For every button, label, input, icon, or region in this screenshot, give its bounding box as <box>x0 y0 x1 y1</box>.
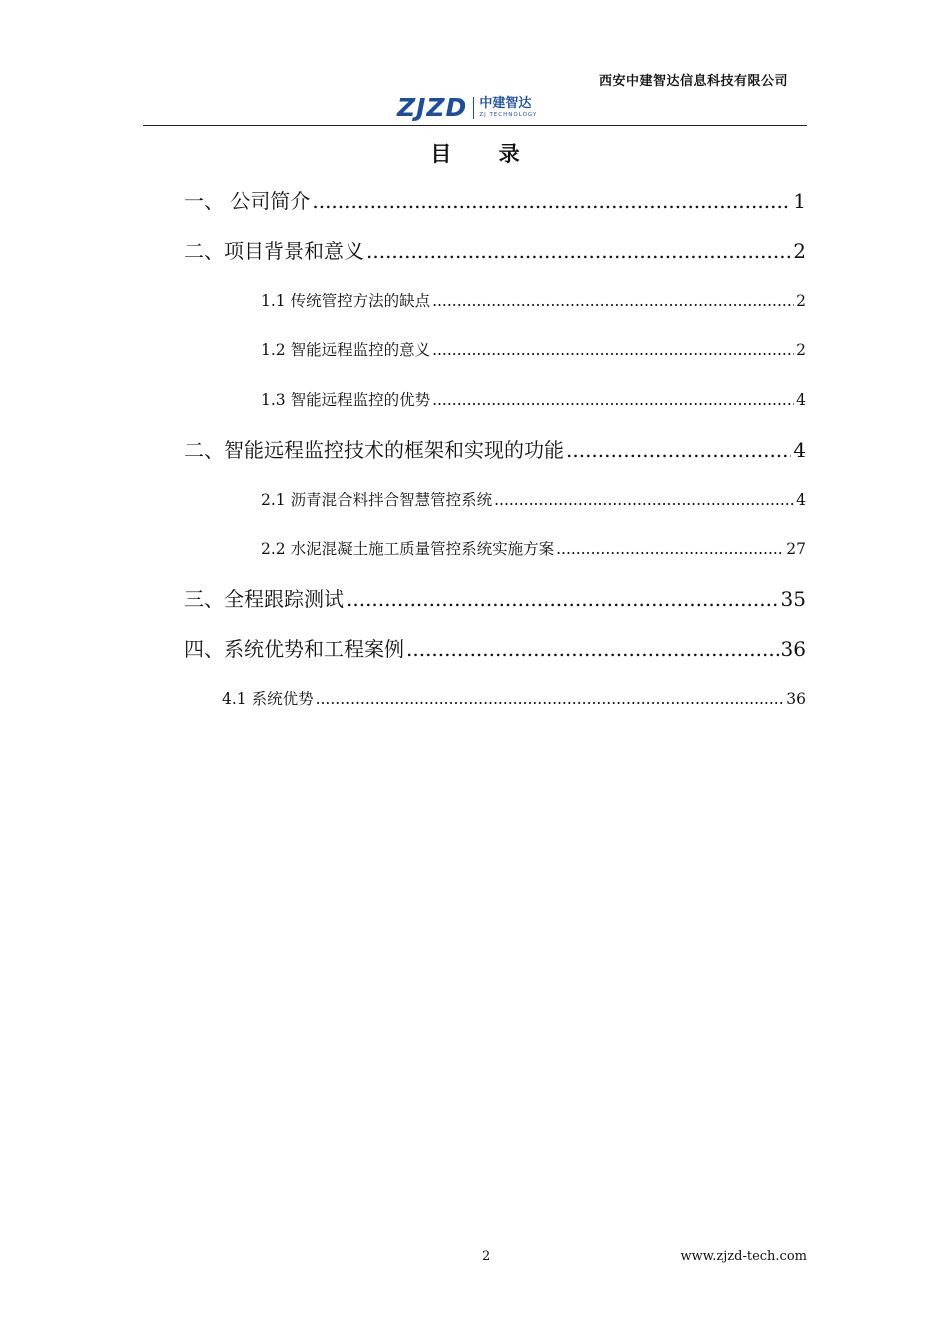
toc-entry[interactable] <box>184 585 806 613</box>
logo-chinese-name: 中建智达 <box>479 96 532 111</box>
toc-entry[interactable] <box>184 237 806 265</box>
toc-entry[interactable] <box>261 538 806 560</box>
toc-leader-dots <box>366 237 791 265</box>
logo-mark: ZJZD <box>397 93 468 122</box>
toc-entry[interactable] <box>184 635 806 663</box>
toc-leader-dots <box>316 688 785 710</box>
toc-entry-page: 35 <box>780 587 806 611</box>
toc-entry-page: 4 <box>796 391 806 409</box>
toc-entry[interactable] <box>184 436 806 464</box>
toc-entry-page: 4 <box>796 491 806 509</box>
toc-leader-dots <box>494 489 794 511</box>
logo-divider <box>473 97 474 119</box>
toc-leader-dots <box>432 389 794 411</box>
toc-entry-page: 27 <box>786 540 806 558</box>
toc-entry-page: 36 <box>786 690 806 708</box>
toc-leader-dots <box>346 585 779 613</box>
toc-leader-dots <box>432 339 794 361</box>
logo-english-name: ZJ TECHNOLOGY <box>479 112 538 118</box>
company-logo <box>397 94 537 122</box>
toc-leader-dots <box>312 187 791 215</box>
toc-entry-page: 1 <box>793 189 806 213</box>
toc-leader-dots <box>432 290 794 312</box>
toc-entry-label: 一、 公司简介 <box>184 189 311 213</box>
toc-entry-label: 4.1 系统优势 <box>222 690 314 708</box>
toc-entry-label: 四、系统优势和工程案例 <box>184 637 404 661</box>
toc-leader-dots <box>556 538 784 560</box>
logo-text <box>479 97 537 119</box>
toc-entry[interactable] <box>222 688 806 710</box>
toc-entry-page: 2 <box>796 341 806 359</box>
toc-entry-label: 1.2 智能远程监控的意义 <box>261 341 431 359</box>
footer-page-number: 2 <box>482 1249 491 1264</box>
header-divider <box>143 125 807 126</box>
toc-entry[interactable] <box>261 290 806 312</box>
toc-entry-label: 三、全程跟踪测试 <box>184 587 344 611</box>
toc-entry-label: 二、智能远程监控技术的框架和实现的功能 <box>184 438 564 462</box>
toc-entry[interactable] <box>184 187 806 215</box>
toc-entry-page: 2 <box>793 239 806 263</box>
toc-entry[interactable] <box>261 489 806 511</box>
toc-leader-dots <box>406 635 779 663</box>
toc-entry-label: 1.3 智能远程监控的优势 <box>261 391 431 409</box>
footer-website[interactable]: www.zjzd-tech.com <box>680 1249 807 1264</box>
toc-entry[interactable] <box>261 339 806 361</box>
toc-entry-page: 36 <box>780 637 806 661</box>
toc-entry-label: 1.1 传统管控方法的缺点 <box>261 292 431 310</box>
toc-entry[interactable] <box>261 389 806 411</box>
toc-entry-page: 4 <box>793 438 806 462</box>
toc-leader-dots <box>566 436 791 464</box>
company-name: 西安中建智达信息科技有限公司 <box>598 74 788 89</box>
toc-entry-label: 二、项目背景和意义 <box>184 239 364 263</box>
toc-entry-page: 2 <box>796 292 806 310</box>
toc-title: 目 录 <box>430 142 540 166</box>
toc-entry-label: 2.2 水泥混凝土施工质量管控系统实施方案 <box>261 540 555 558</box>
toc-entry-label: 2.1 沥青混合料拌合智慧管控系统 <box>261 491 493 509</box>
